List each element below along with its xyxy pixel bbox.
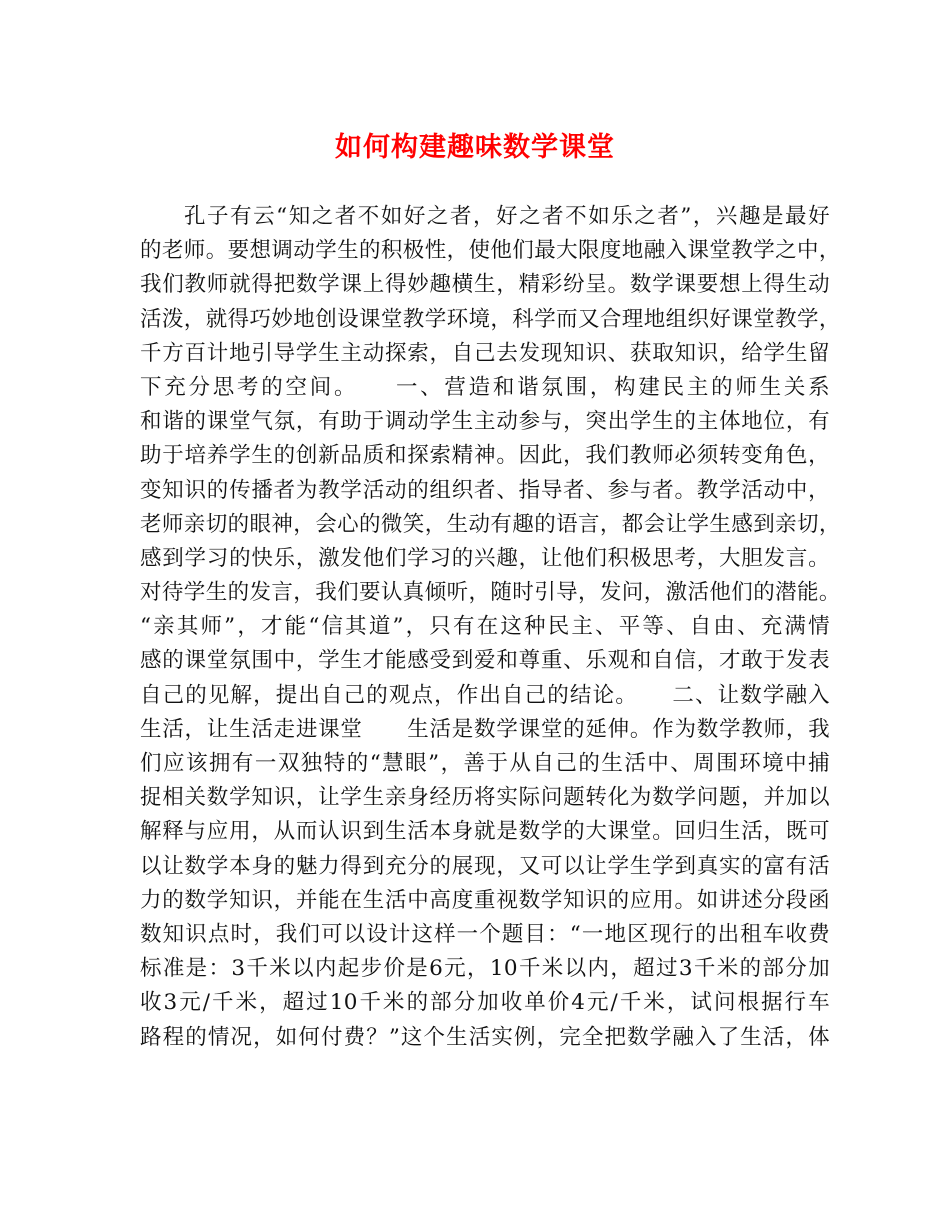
text-line: 感的课堂氛围中，学生才能感受到爱和尊重、乐观和自信，才敢于发表	[140, 648, 830, 674]
text-line: 下充分思考的空间。 一、营造和谐氛围，构建民主的师生关系	[140, 374, 830, 400]
text-line: 千方百计地引导学生主动探索，自己去发现知识、获取知识，给学生留	[140, 340, 830, 366]
document-title: 如何构建趣味数学课堂	[335, 132, 615, 163]
text-line: 生活，让生活走进课堂 生活是数学课堂的延伸。作为数学教师，我	[140, 716, 830, 742]
text-line: 老师亲切的眼神，会心的微笑，生动有趣的语言，都会让学生感到亲切，	[140, 511, 841, 537]
text-line: 和谐的课堂气氛，有助于调动学生主动参与，突出学生的主体地位，有	[140, 409, 830, 435]
text-line: 自己的见解，提出自己的观点，作出自己的结论。 二、让数学融入	[140, 682, 830, 708]
text-line: 捉相关数学知识，让学生亲身经历将实际问题转化为数学问题，并加以	[140, 785, 830, 811]
text-line: 感到学习的快乐，激发他们学习的兴趣，让他们积极思考，大胆发言。	[140, 545, 830, 571]
text-line: 对待学生的发言，我们要认真倾听，随时引导，发问，激活他们的潜能。	[140, 580, 841, 606]
document-body	[140, 200, 841, 1055]
text-line: 路程的情况，如何付费？”这个生活实例，完全把数学融入了生活，体	[140, 1024, 830, 1050]
text-line: 们应该拥有一双独特的“慧眼”，善于从自己的生活中、周围环境中捕	[140, 751, 830, 776]
text-line: 以让数学本身的魅力得到充分的展现，又可以让学生学到真实的富有活	[140, 853, 830, 879]
text-line: 标准是：3千米以内起步价是6元，10千米以内，超过3千米的部分加	[140, 956, 830, 982]
text-line: 力的数学知识，并能在生活中高度重视数学知识的应用。如讲述分段函	[140, 887, 830, 913]
text-line: 孔子有云“知之者不如好之者，好之者不如乐之者”，兴趣是最好	[184, 204, 830, 229]
text-line: 助于培养学生的创新品质和探索精神。因此，我们教师必须转变角色，	[140, 443, 830, 469]
text-line: 变知识的传播者为教学活动的组织者、指导者、参与者。教学活动中，	[140, 477, 830, 503]
text-line: 的老师。要想调动学生的积极性，使他们最大限度地融入课堂教学之中，	[140, 238, 841, 264]
text-line: 解释与应用，从而认识到生活本身就是数学的大课堂。回归生活，既可	[140, 819, 830, 845]
text-line: 活泼，就得巧妙地创设课堂教学环境，科学而又合理地组织好课堂教学，	[140, 306, 841, 332]
text-line: 数知识点时，我们可以设计这样一个题目：“一地区现行的出租车收费	[140, 921, 830, 947]
text-line: “亲其师”，才能“信其道”，只有在这种民主、平等、自由、充满情	[140, 614, 830, 640]
text-line: 收3元/千米，超过10千米的部分加收单价4元/千米，试问根据行车	[140, 990, 830, 1016]
text-line: 我们教师就得把数学课上得妙趣横生，精彩纷呈。数学课要想上得生动	[140, 272, 830, 298]
